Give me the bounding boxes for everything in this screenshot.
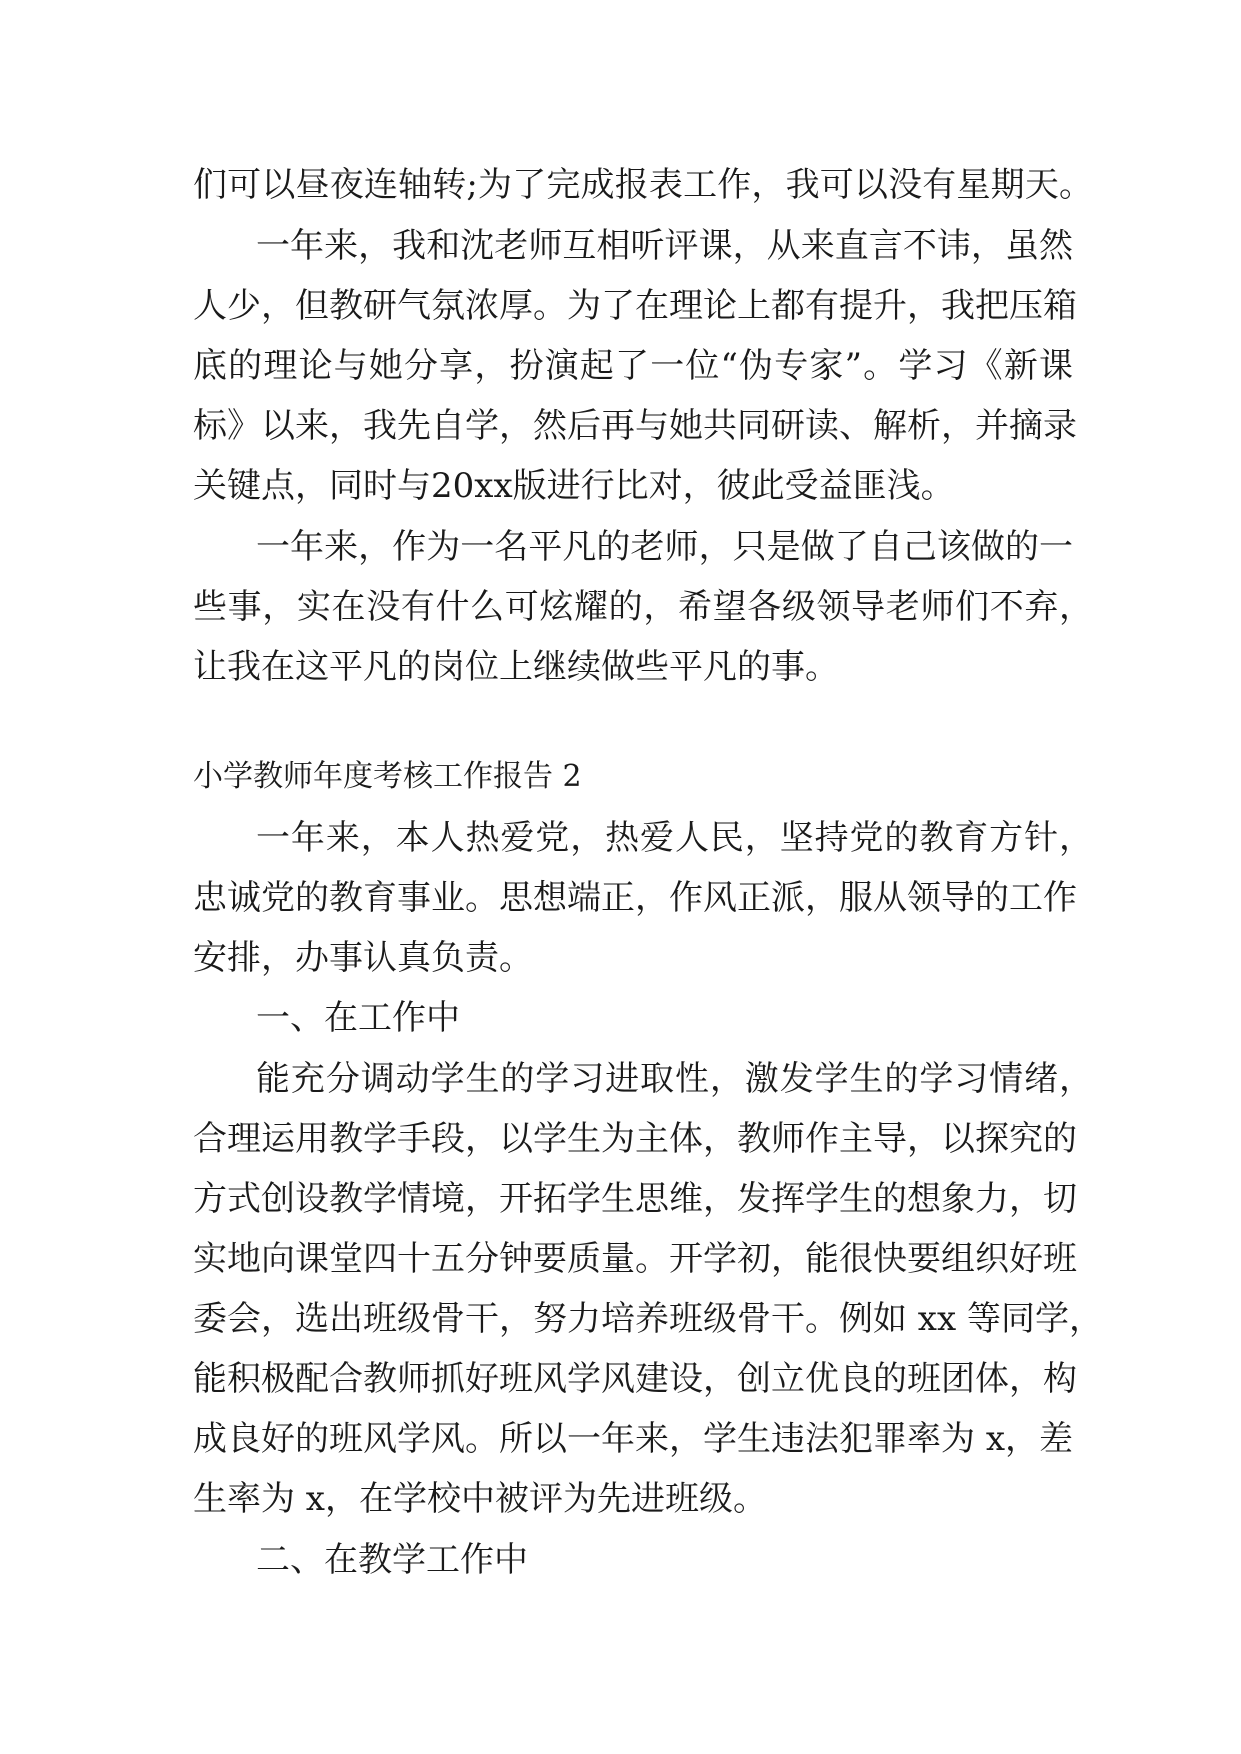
paragraph-line: 安排，办事认真负责。: [193, 938, 533, 978]
paragraph-line: 方式创设教学情境，开拓学生思维，发挥学生的想象力，切: [193, 1179, 1077, 1219]
paragraph-line: 成良好的班风学风。所以一年来，学生违法犯罪率为 x，差: [193, 1419, 1073, 1459]
paragraph-line: 一年来，我和沈老师互相听评课，从来直言不讳，虽然: [256, 226, 1073, 266]
paragraph-line: 忠诚党的教育事业。思想端正，作风正派，服从领导的工作: [193, 878, 1077, 918]
paragraph-line: 让我在这平凡的岗位上继续做些平凡的事。: [193, 647, 839, 687]
paragraph-line: 人少，但教研气氛浓厚。为了在理论上都有提升，我把压箱: [193, 286, 1077, 326]
paragraph-line: 能充分调动学生的学习进取性，激发学生的学习情绪，: [256, 1059, 1093, 1099]
paragraph-line: 委会，选出班级骨干，努力培养班级骨干。例如 xx 等同学，: [193, 1299, 1103, 1339]
paragraph-line: 标》以来，我先自学，然后再与她共同研读、解析，并摘录: [193, 406, 1077, 446]
subheading: 二、在教学工作中: [256, 1540, 528, 1580]
subheading: 一、在工作中: [256, 998, 460, 1038]
paragraph-line: 底的理论与她分享，扮演起了一位“伪专家”。学习《新课: [193, 346, 1073, 386]
paragraph-line: 能积极配合教师抓好班风学风建设，创立优良的班团体，构: [193, 1359, 1077, 1399]
paragraph-line: 实地向课堂四十五分钟要质量。开学初，能很快要组织好班: [193, 1239, 1077, 1279]
paragraph-line: 一年来，本人热爱党，热爱人民，坚持党的教育方针，: [256, 818, 1093, 858]
section-title: 小学教师年度考核工作报告 2: [193, 759, 582, 794]
paragraph-line: 生率为 x，在学校中被评为先进班级。: [193, 1479, 767, 1519]
paragraph-line: 一年来，作为一名平凡的老师，只是做了自己该做的一: [256, 527, 1073, 567]
paragraph-line: 些事，实在没有什么可炫耀的，希望各级领导老师们不弃，: [193, 587, 1093, 627]
paragraph-line: 合理运用教学手段，以学生为主体，教师作主导，以探究的: [193, 1119, 1077, 1159]
paragraph-line: 关键点，同时与20xx版进行比对，彼此受益匪浅。: [193, 466, 955, 506]
paragraph-line: 们可以昼夜连轴转;为了完成报表工作，我可以没有星期天。: [193, 165, 1093, 205]
